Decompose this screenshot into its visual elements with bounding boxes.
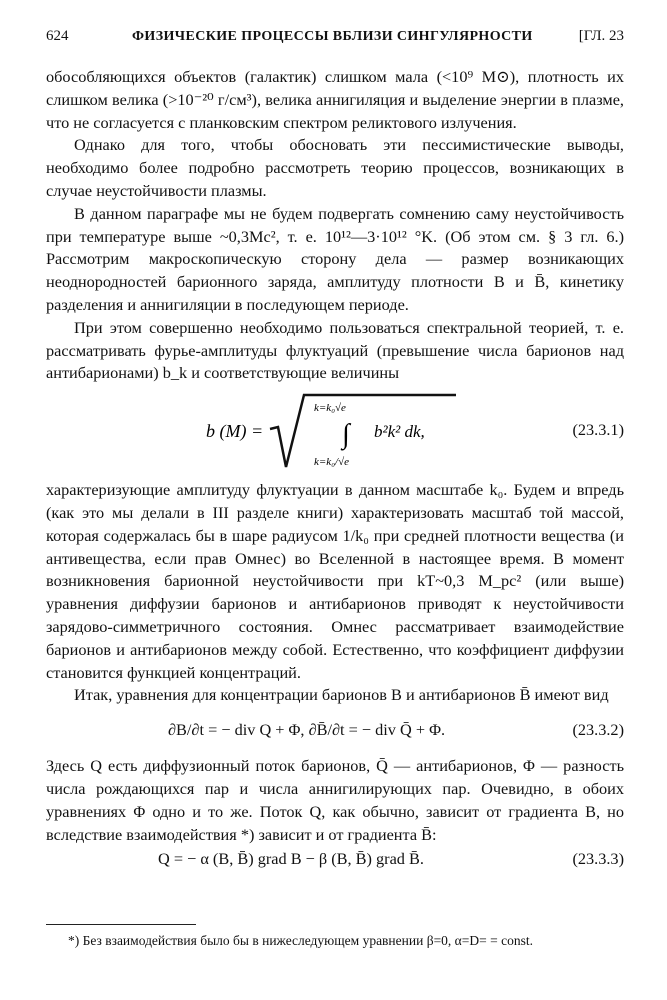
equation-body: Q = − α (B, B̄) grad B − β (B, B̄) grad B̄.	[158, 849, 424, 869]
running-title: ФИЗИЧЕСКИЕ ПРОЦЕССЫ ВБЛИЗИ СИНГУЛЯРНОСТИ	[132, 29, 533, 44]
page-header	[46, 28, 624, 50]
eq1-upper-limit: k=k₀√e	[314, 402, 346, 415]
footnote: *) Без взаимодействия было бы в нижеследующем уравнении β=0, α=D= = const.	[68, 933, 533, 948]
integral-sign: ∫	[342, 419, 350, 451]
paragraph: Однако для того, чтобы обосновать эти пессимистические выводы, необходимо более подробно рассмотреть теорию процессов, возникающих в случае неустойчивости плазмы.	[46, 135, 624, 200]
equation-number: (23.3.1)	[572, 420, 624, 440]
equation-body: ∂B/∂t = − div Q + Φ, ∂B̄/∂t = − div Q̄ + Φ.	[168, 720, 446, 740]
body-text	[46, 66, 624, 882]
page-number: 624	[46, 28, 69, 44]
paragraph: При этом совершенно необходимо пользоваться спектральной теорией, т. е. рассматривать фурье-амплитуды флуктуаций (превышение числа барионов над антибарионами) b_k и соответствующие величины	[46, 317, 624, 383]
paragraph: обособляющихся объектов (галактик) слишком мала (<10⁹ M⊙), плотность их слишком велика (>10⁻²⁰ г/см³), велика аннигиляция и выделение энергии в плазме, что не согласуется с планковским спектром реликтового излучения.	[46, 67, 624, 132]
eq1-lower-limit: k=k₀/√e	[314, 456, 349, 469]
chapter-label: [ГЛ. 23	[578, 28, 624, 44]
eq1-integrand: b²k² dk,	[374, 422, 425, 442]
equation-23-3-2	[46, 711, 624, 751]
paragraph: Здесь Q есть диффузионный поток барионов, Q̄ — антибарионов, Φ — разность числа рождающихся пар и числа аннигилирующих пар. Очевидно, в обоих уравнениях Φ одно и то же. Поток Q, как обычно, зависит от градиента B, но вследствие взаимодействия *) зависит и от градиента B̄:	[46, 756, 624, 844]
footnote-rule	[46, 924, 196, 925]
equation-23-3-1	[46, 389, 624, 473]
paragraph: В данном параграфе мы не будем подвергать сомнению саму неустойчивость при температуре выше ~0,3Mc², т. е. 10¹²—3·10¹² °K. (Об этом см. § 3 гл. 6.) Рассмотрим макроскопическую сторону дела — размер возникающих неоднородностей барионного заряда, амплитуду плотности B и B̄, кинетику разделения и аннигиляции в последующем периоде.	[46, 203, 624, 314]
sqrt-sign	[270, 395, 456, 467]
equation-graphic	[206, 389, 506, 473]
equation-23-3-3	[46, 848, 624, 878]
paragraph: характеризующие амплитуду флуктуации в данном масштабе k₀. Будем и впредь (как это мы делали в III разделе книги) характеризовать масштаб той массой, которая содержалась бы в шаре радиусом 1/k₀ при средней плотности вещества (и антивещества, если прав Омнес) во Вселенной в настоящее время. В момент возникновения барионной неустойчивости при kT~0,3 M_pc² (или выше) уравнения диффузии барионов и антибарионов приводят к неустойчивости зарядово-симметричного состояния. Омнес рассматривает взаимодействие барионов и антибарионов между собой. Естественно, что коэффициент диффузии становится функцией концентраций.	[46, 480, 624, 682]
paragraph: Итак, уравнения для концентрации барионов B и антибарионов B̄ имеют вид	[74, 685, 609, 705]
equation-number: (23.3.3)	[572, 849, 624, 869]
equation-number: (23.3.2)	[572, 720, 624, 740]
eq1-lhs: b (M) =	[206, 421, 264, 442]
